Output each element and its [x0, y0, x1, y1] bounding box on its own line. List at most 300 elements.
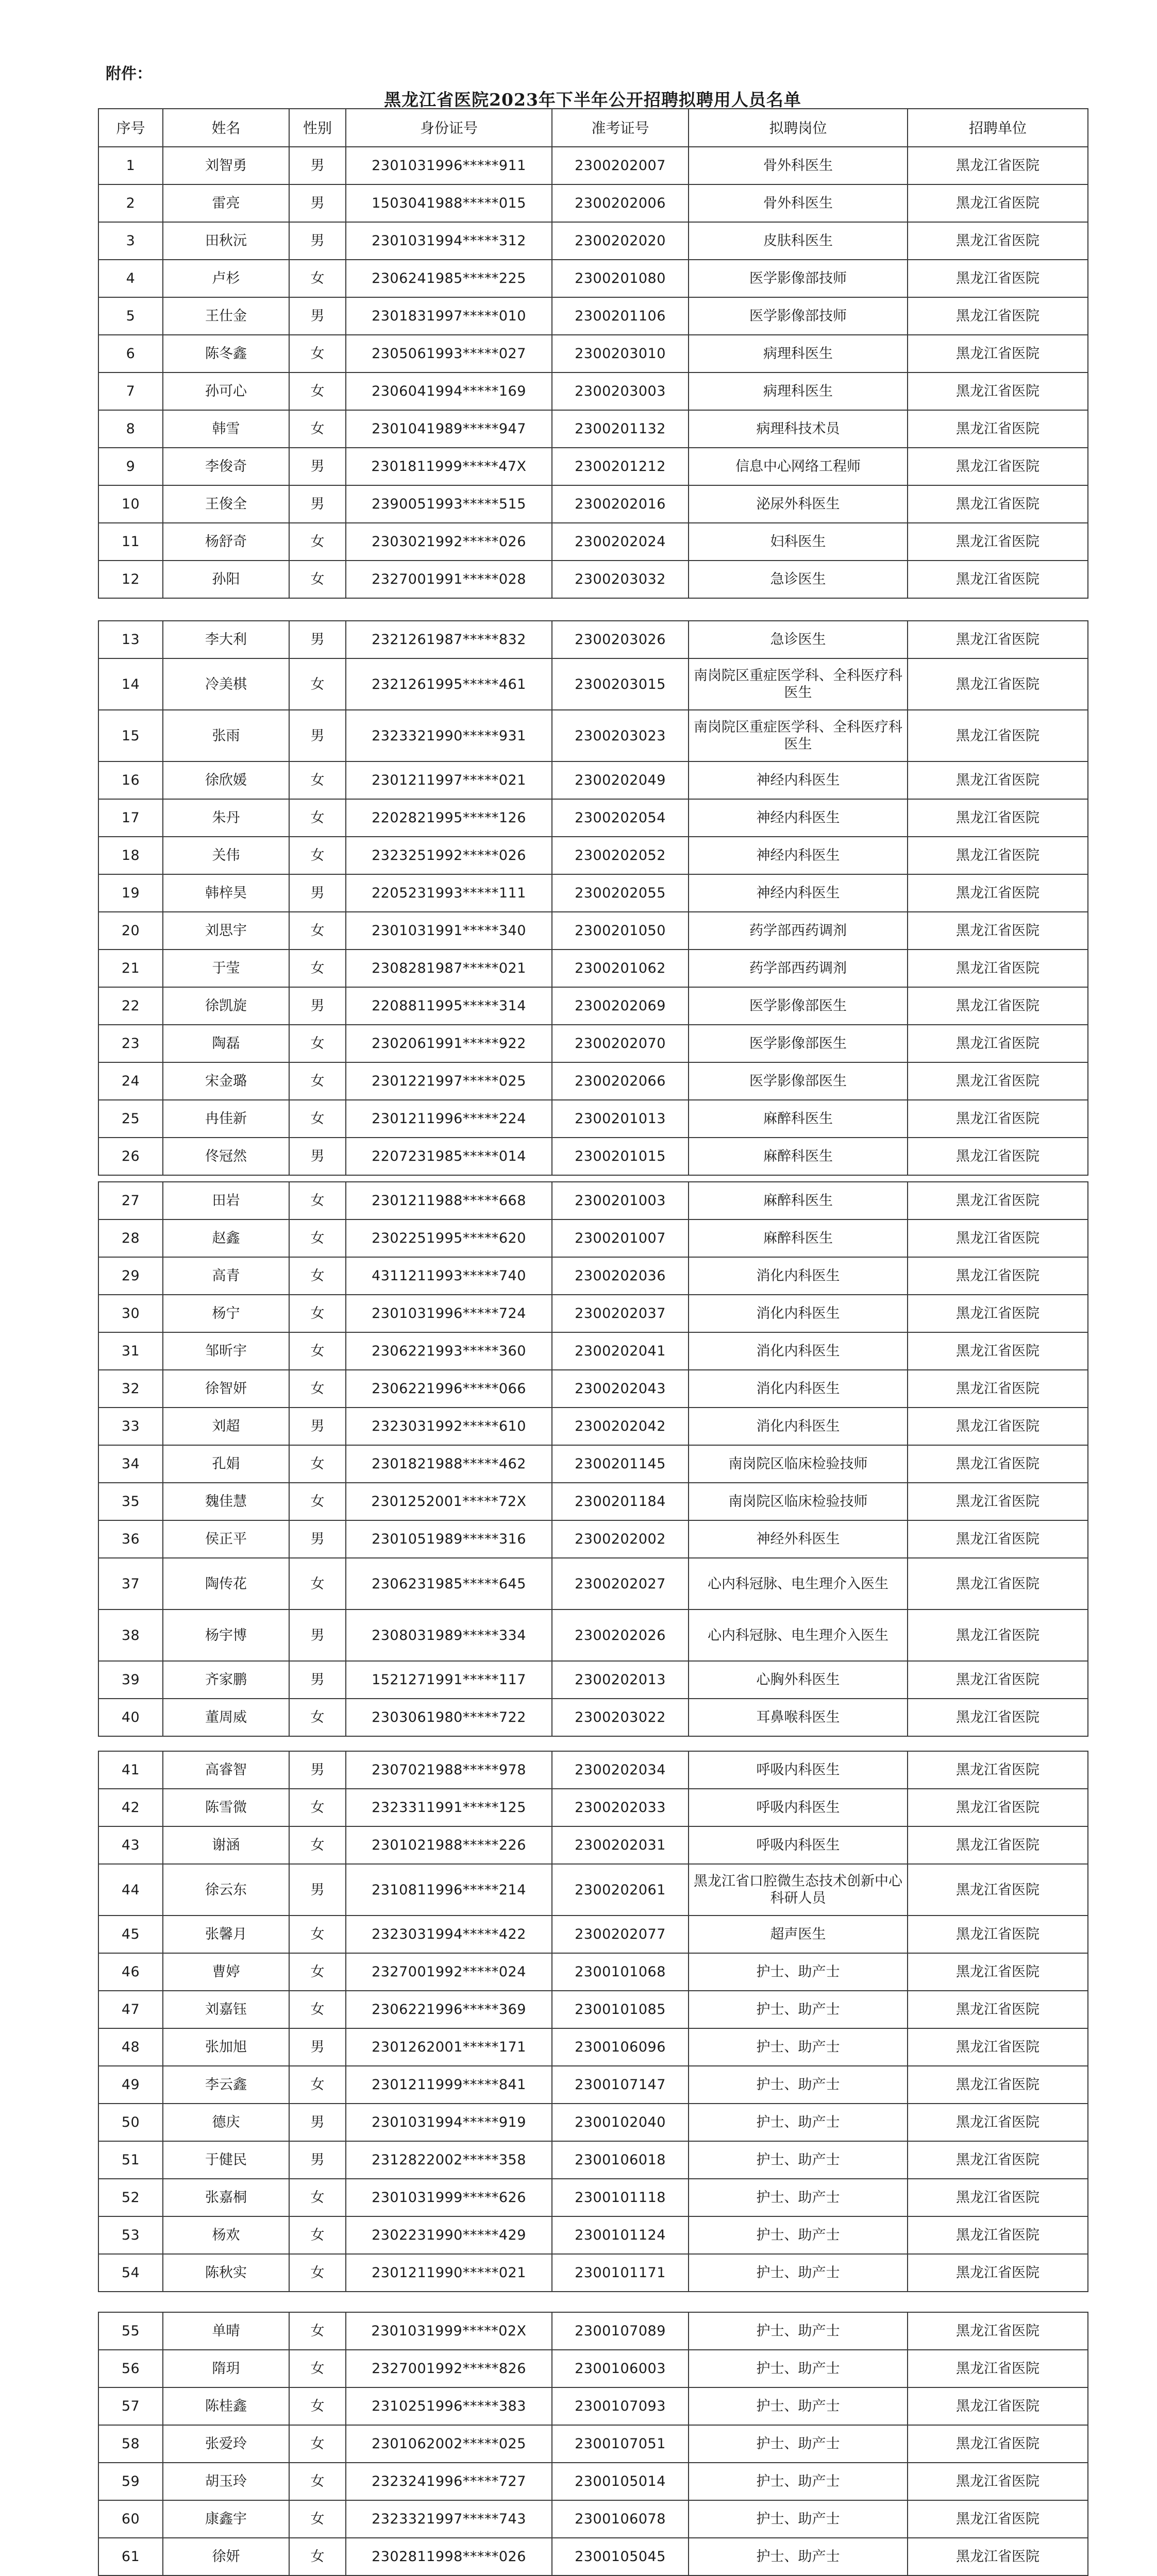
employer: 黑龙江省医院 — [908, 1219, 1088, 1257]
exam-number: 2300203010 — [552, 335, 689, 372]
person-name: 李俊奇 — [163, 448, 289, 485]
gender: 男 — [289, 1520, 346, 1558]
gender: 女 — [289, 1025, 346, 1062]
gender: 女 — [289, 335, 346, 372]
exam-number: 2300202013 — [552, 1661, 689, 1699]
row-number: 44 — [98, 1864, 163, 1916]
gender: 女 — [289, 1916, 346, 1953]
row-number: 50 — [98, 2104, 163, 2141]
position: 心胸外科医生 — [689, 1661, 908, 1699]
table-row — [98, 2066, 1088, 2104]
gender: 男 — [289, 297, 346, 335]
exam-number: 2300202070 — [552, 1025, 689, 1062]
position: 病理科医生 — [689, 335, 908, 372]
gender: 男 — [289, 184, 346, 222]
employer: 黑龙江省医院 — [908, 799, 1088, 837]
employer: 黑龙江省医院 — [908, 1182, 1088, 1219]
id-number: 2208811995*****314 — [346, 987, 552, 1025]
row-number: 52 — [98, 2179, 163, 2216]
employer: 黑龙江省医院 — [908, 1332, 1088, 1370]
person-name: 张爱玲 — [163, 2425, 289, 2463]
id-number: 2301031991*****340 — [346, 912, 552, 950]
id-number: 4311211993*****740 — [346, 1257, 552, 1295]
employer: 黑龙江省医院 — [908, 372, 1088, 410]
id-number: 2327001991*****028 — [346, 561, 552, 598]
employer: 黑龙江省医院 — [908, 2028, 1088, 2066]
id-number: 2306041994*****169 — [346, 372, 552, 410]
exam-number: 2300202061 — [552, 1864, 689, 1916]
table-row — [98, 1751, 1088, 1789]
employer: 黑龙江省医院 — [908, 874, 1088, 912]
row-number: 21 — [98, 950, 163, 987]
position: 耳鼻喉科医生 — [689, 1699, 908, 1736]
position: 呼吸内科医生 — [689, 1751, 908, 1789]
exam-number: 2300101118 — [552, 2179, 689, 2216]
employer: 黑龙江省医院 — [908, 2254, 1088, 2292]
table-row — [98, 1100, 1088, 1138]
table-row — [98, 1370, 1088, 1408]
person-name: 王俊全 — [163, 485, 289, 523]
id-number: 2301211988*****668 — [346, 1182, 552, 1219]
row-number: 30 — [98, 1295, 163, 1332]
gender: 男 — [289, 222, 346, 260]
table-row — [98, 1445, 1088, 1483]
row-number: 7 — [98, 372, 163, 410]
row-number: 1 — [98, 147, 163, 184]
id-number: 2327001992*****024 — [346, 1953, 552, 1991]
id-number: 2306231985*****645 — [346, 1558, 552, 1609]
position: 消化内科医生 — [689, 1408, 908, 1445]
header-row — [98, 109, 1088, 147]
position: 医学影像部医生 — [689, 1025, 908, 1062]
person-name: 张馨月 — [163, 1916, 289, 1953]
gender: 女 — [289, 1219, 346, 1257]
position: 医学影像部技师 — [689, 260, 908, 297]
row-number: 25 — [98, 1100, 163, 1138]
table-row — [98, 260, 1088, 297]
gender: 女 — [289, 950, 346, 987]
table-row — [98, 799, 1088, 837]
exam-number: 2300202007 — [552, 147, 689, 184]
exam-number: 2300202024 — [552, 523, 689, 561]
person-name: 德庆 — [163, 2104, 289, 2141]
position: 南岗院区重症医学科、全科医疗科医生 — [689, 658, 908, 710]
table-row — [98, 2104, 1088, 2141]
exam-number: 2300201132 — [552, 410, 689, 448]
person-name: 邹昕宇 — [163, 1332, 289, 1370]
gender: 男 — [289, 1864, 346, 1916]
employer: 黑龙江省医院 — [908, 1953, 1088, 1991]
position: 护士、助产士 — [689, 2066, 908, 2104]
table-row — [98, 184, 1088, 222]
employer: 黑龙江省医院 — [908, 2141, 1088, 2179]
employer: 黑龙江省医院 — [908, 1609, 1088, 1661]
employer: 黑龙江省医院 — [908, 1661, 1088, 1699]
exam-number: 2300202031 — [552, 1826, 689, 1864]
table-row — [98, 485, 1088, 523]
employer: 黑龙江省医院 — [908, 837, 1088, 874]
id-number: 2310251996*****383 — [346, 2387, 552, 2425]
id-number: 2310811996*****214 — [346, 1864, 552, 1916]
row-number: 61 — [98, 2538, 163, 2575]
exam-number: 2300203015 — [552, 658, 689, 710]
id-number: 2301811999*****47X — [346, 448, 552, 485]
person-name: 高睿智 — [163, 1751, 289, 1789]
person-name: 谢涵 — [163, 1826, 289, 1864]
person-name: 高青 — [163, 1257, 289, 1295]
exam-number: 2300201050 — [552, 912, 689, 950]
table-row — [98, 1916, 1088, 1953]
id-number: 2303021992*****026 — [346, 523, 552, 561]
exam-number: 2300203026 — [552, 621, 689, 658]
position: 南岗院区临床检验技师 — [689, 1445, 908, 1483]
person-name: 齐家鹏 — [163, 1661, 289, 1699]
position: 麻醉科医生 — [689, 1138, 908, 1175]
row-number: 19 — [98, 874, 163, 912]
employer: 黑龙江省医院 — [908, 1408, 1088, 1445]
position: 护士、助产士 — [689, 2216, 908, 2254]
position: 药学部西药调剂 — [689, 912, 908, 950]
position: 骨外科医生 — [689, 184, 908, 222]
position: 护士、助产士 — [689, 2387, 908, 2425]
row-number: 38 — [98, 1609, 163, 1661]
row-number: 45 — [98, 1916, 163, 1953]
position: 消化内科医生 — [689, 1370, 908, 1408]
employer: 黑龙江省医院 — [908, 2463, 1088, 2500]
position: 护士、助产士 — [689, 2179, 908, 2216]
position: 妇科医生 — [689, 523, 908, 561]
position: 护士、助产士 — [689, 2104, 908, 2141]
id-number: 1503041988*****015 — [346, 184, 552, 222]
person-name: 宋金璐 — [163, 1062, 289, 1100]
person-name: 徐智妍 — [163, 1370, 289, 1408]
gender: 男 — [289, 485, 346, 523]
employer: 黑龙江省医院 — [908, 147, 1088, 184]
row-number: 55 — [98, 2312, 163, 2350]
row-number: 12 — [98, 561, 163, 598]
exam-number: 2300202016 — [552, 485, 689, 523]
employer: 黑龙江省医院 — [908, 1520, 1088, 1558]
row-number: 43 — [98, 1826, 163, 1864]
position: 神经内科医生 — [689, 837, 908, 874]
exam-number: 2300202006 — [552, 184, 689, 222]
exam-number: 2300202034 — [552, 1751, 689, 1789]
exam-number: 2300106078 — [552, 2500, 689, 2538]
id-number: 2306241985*****225 — [346, 260, 552, 297]
employer: 黑龙江省医院 — [908, 1789, 1088, 1826]
row-number: 60 — [98, 2500, 163, 2538]
exam-number: 2300201062 — [552, 950, 689, 987]
row-number: 9 — [98, 448, 163, 485]
exam-number: 2300101085 — [552, 1991, 689, 2028]
id-number: 2301021988*****226 — [346, 1826, 552, 1864]
person-name: 韩梓昊 — [163, 874, 289, 912]
employer: 黑龙江省医院 — [908, 1295, 1088, 1332]
row-number: 39 — [98, 1661, 163, 1699]
id-number: 2323321990*****931 — [346, 710, 552, 761]
person-name: 陈雪微 — [163, 1789, 289, 1826]
id-number: 2202821995*****126 — [346, 799, 552, 837]
employer: 黑龙江省医院 — [908, 658, 1088, 710]
employer: 黑龙江省医院 — [908, 1445, 1088, 1483]
person-name: 陈冬鑫 — [163, 335, 289, 372]
exam-number: 2300202036 — [552, 1257, 689, 1295]
position: 南岗院区临床检验技师 — [689, 1483, 908, 1520]
attachment-label: 附件： — [106, 65, 152, 83]
gender: 女 — [289, 1991, 346, 2028]
row-number: 31 — [98, 1332, 163, 1370]
gender: 女 — [289, 2066, 346, 2104]
row-number: 40 — [98, 1699, 163, 1736]
employer: 黑龙江省医院 — [908, 1138, 1088, 1175]
table-row — [98, 837, 1088, 874]
exam-number: 2300202042 — [552, 1408, 689, 1445]
table-row — [98, 1558, 1088, 1609]
exam-number: 2300201106 — [552, 297, 689, 335]
position: 护士、助产士 — [689, 2028, 908, 2066]
row-number: 26 — [98, 1138, 163, 1175]
person-name: 孙可心 — [163, 372, 289, 410]
table-row — [98, 1332, 1088, 1370]
gender: 女 — [289, 799, 346, 837]
exam-number: 2300107147 — [552, 2066, 689, 2104]
row-number: 4 — [98, 260, 163, 297]
table-row — [98, 1219, 1088, 1257]
table-segment — [98, 620, 1088, 1176]
table-row — [98, 912, 1088, 950]
employer: 黑龙江省医院 — [908, 1826, 1088, 1864]
table-row — [98, 2179, 1088, 2216]
gender: 女 — [289, 2312, 346, 2350]
gender: 女 — [289, 1332, 346, 1370]
table-row — [98, 621, 1088, 658]
person-name: 于健民 — [163, 2141, 289, 2179]
id-number: 2301262001*****171 — [346, 2028, 552, 2066]
position: 麻醉科医生 — [689, 1100, 908, 1138]
row-number: 41 — [98, 1751, 163, 1789]
exam-number: 2300202033 — [552, 1789, 689, 1826]
gender: 女 — [289, 1370, 346, 1408]
person-name: 徐凯旋 — [163, 987, 289, 1025]
employer: 黑龙江省医院 — [908, 1370, 1088, 1408]
gender: 女 — [289, 912, 346, 950]
exam-number: 2300102040 — [552, 2104, 689, 2141]
exam-number: 2300106003 — [552, 2350, 689, 2387]
row-number: 36 — [98, 1520, 163, 1558]
position: 神经外科医生 — [689, 1520, 908, 1558]
table-row — [98, 561, 1088, 598]
id-number: 2301031999*****626 — [346, 2179, 552, 2216]
table-row — [98, 2028, 1088, 2066]
position: 护士、助产士 — [689, 1991, 908, 2028]
person-name: 张雨 — [163, 710, 289, 761]
id-number: 2323031994*****422 — [346, 1916, 552, 1953]
row-number: 22 — [98, 987, 163, 1025]
table-row — [98, 987, 1088, 1025]
row-number: 51 — [98, 2141, 163, 2179]
employer: 黑龙江省医院 — [908, 2538, 1088, 2575]
table-row — [98, 1257, 1088, 1295]
table-row — [98, 761, 1088, 799]
column-header-sex: 性别 — [289, 109, 346, 147]
employer: 黑龙江省医院 — [908, 485, 1088, 523]
table-row — [98, 1408, 1088, 1445]
id-number: 2321261995*****461 — [346, 658, 552, 710]
position: 医学影像部医生 — [689, 1062, 908, 1100]
table-segment — [98, 1181, 1088, 1737]
position: 护士、助产士 — [689, 2538, 908, 2575]
column-header-no: 序号 — [98, 109, 163, 147]
exam-number: 2300101124 — [552, 2216, 689, 2254]
table-row — [98, 2387, 1088, 2425]
gender: 女 — [289, 372, 346, 410]
position: 信息中心网络工程师 — [689, 448, 908, 485]
row-number: 14 — [98, 658, 163, 710]
table-segment — [98, 1751, 1088, 2292]
table-row — [98, 410, 1088, 448]
exam-number: 2300101171 — [552, 2254, 689, 2292]
position: 消化内科医生 — [689, 1295, 908, 1332]
position: 神经内科医生 — [689, 799, 908, 837]
gender: 女 — [289, 837, 346, 874]
table-row — [98, 448, 1088, 485]
id-number: 2301211997*****021 — [346, 761, 552, 799]
person-name: 隋玥 — [163, 2350, 289, 2387]
gender: 女 — [289, 1100, 346, 1138]
gender: 男 — [289, 448, 346, 485]
employer: 黑龙江省医院 — [908, 1558, 1088, 1609]
table-row — [98, 2350, 1088, 2387]
id-number: 2301062002*****025 — [346, 2425, 552, 2463]
exam-number: 2300201015 — [552, 1138, 689, 1175]
exam-number: 2300202069 — [552, 987, 689, 1025]
employer: 黑龙江省医院 — [908, 1062, 1088, 1100]
employer: 黑龙江省医院 — [908, 2312, 1088, 2350]
table-row — [98, 1520, 1088, 1558]
table-row — [98, 2216, 1088, 2254]
exam-number: 2300106096 — [552, 2028, 689, 2066]
row-number: 28 — [98, 1219, 163, 1257]
employer: 黑龙江省医院 — [908, 448, 1088, 485]
exam-number: 2300202077 — [552, 1916, 689, 1953]
employer: 黑龙江省医院 — [908, 1864, 1088, 1916]
person-name: 刘智勇 — [163, 147, 289, 184]
exam-number: 2300203022 — [552, 1699, 689, 1736]
person-name: 雷亮 — [163, 184, 289, 222]
person-name: 佟冠然 — [163, 1138, 289, 1175]
position: 南岗院区重症医学科、全科医疗科医生 — [689, 710, 908, 761]
table-row — [98, 372, 1088, 410]
id-number: 2308031989*****334 — [346, 1609, 552, 1661]
id-number: 2301221997*****025 — [346, 1062, 552, 1100]
id-number: 2323321997*****743 — [346, 2500, 552, 2538]
position: 麻醉科医生 — [689, 1219, 908, 1257]
exam-number: 2300201013 — [552, 1100, 689, 1138]
table-row — [98, 658, 1088, 710]
row-number: 17 — [98, 799, 163, 837]
id-number: 2305061993*****027 — [346, 335, 552, 372]
employer: 黑龙江省医院 — [908, 1025, 1088, 1062]
exam-number: 2300202026 — [552, 1609, 689, 1661]
position: 药学部西药调剂 — [689, 950, 908, 987]
position: 护士、助产士 — [689, 1953, 908, 1991]
row-number: 56 — [98, 2350, 163, 2387]
position: 黑龙江省口腔微生态技术创新中心科研人员 — [689, 1864, 908, 1916]
id-number: 2301031996*****724 — [346, 1295, 552, 1332]
id-number: 2303061980*****722 — [346, 1699, 552, 1736]
gender: 女 — [289, 1558, 346, 1609]
table-row — [98, 2425, 1088, 2463]
employer: 黑龙江省医院 — [908, 1991, 1088, 2028]
id-number: 2301051989*****316 — [346, 1520, 552, 1558]
row-number: 27 — [98, 1182, 163, 1219]
exam-number: 2300202054 — [552, 799, 689, 837]
person-name: 田岩 — [163, 1182, 289, 1219]
employer: 黑龙江省医院 — [908, 2387, 1088, 2425]
person-name: 康鑫宇 — [163, 2500, 289, 2538]
gender: 女 — [289, 1062, 346, 1100]
exam-number: 2300202066 — [552, 1062, 689, 1100]
id-number: 2302061991*****922 — [346, 1025, 552, 1062]
gender: 男 — [289, 710, 346, 761]
employer: 黑龙江省医院 — [908, 2500, 1088, 2538]
exam-number: 2300106018 — [552, 2141, 689, 2179]
row-number: 54 — [98, 2254, 163, 2292]
person-name: 曹婷 — [163, 1953, 289, 1991]
id-number: 2301211999*****841 — [346, 2066, 552, 2104]
person-name: 陶传花 — [163, 1558, 289, 1609]
position: 神经内科医生 — [689, 874, 908, 912]
person-name: 张加旭 — [163, 2028, 289, 2066]
position: 呼吸内科医生 — [689, 1789, 908, 1826]
row-number: 23 — [98, 1025, 163, 1062]
table-row — [98, 2254, 1088, 2292]
column-header-name: 姓名 — [163, 109, 289, 147]
employer: 黑龙江省医院 — [908, 2179, 1088, 2216]
person-name: 田秋沅 — [163, 222, 289, 260]
table-row — [98, 523, 1088, 561]
person-name: 杨宇博 — [163, 1609, 289, 1661]
employer: 黑龙江省医院 — [908, 222, 1088, 260]
exam-number: 2300202002 — [552, 1520, 689, 1558]
position: 护士、助产士 — [689, 2312, 908, 2350]
person-name: 冉佳新 — [163, 1100, 289, 1138]
position: 护士、助产士 — [689, 2350, 908, 2387]
exam-number: 2300202049 — [552, 761, 689, 799]
gender: 女 — [289, 2254, 346, 2292]
employer: 黑龙江省医院 — [908, 2350, 1088, 2387]
gender: 女 — [289, 1789, 346, 1826]
employer: 黑龙江省医院 — [908, 1751, 1088, 1789]
exam-number: 2300203023 — [552, 710, 689, 761]
gender: 女 — [289, 2500, 346, 2538]
table-row — [98, 2312, 1088, 2350]
gender: 男 — [289, 1408, 346, 1445]
position: 医学影像部技师 — [689, 297, 908, 335]
person-name: 冷美棋 — [163, 658, 289, 710]
employer: 黑龙江省医院 — [908, 410, 1088, 448]
gender: 女 — [289, 2463, 346, 2500]
id-number: 2390051993*****515 — [346, 485, 552, 523]
id-number: 2301031994*****919 — [346, 2104, 552, 2141]
person-name: 刘思宇 — [163, 912, 289, 950]
id-number: 2307021988*****978 — [346, 1751, 552, 1789]
row-number: 37 — [98, 1558, 163, 1609]
id-number: 2301211996*****224 — [346, 1100, 552, 1138]
gender: 女 — [289, 2538, 346, 2575]
table-row — [98, 2500, 1088, 2538]
table-row — [98, 1609, 1088, 1661]
